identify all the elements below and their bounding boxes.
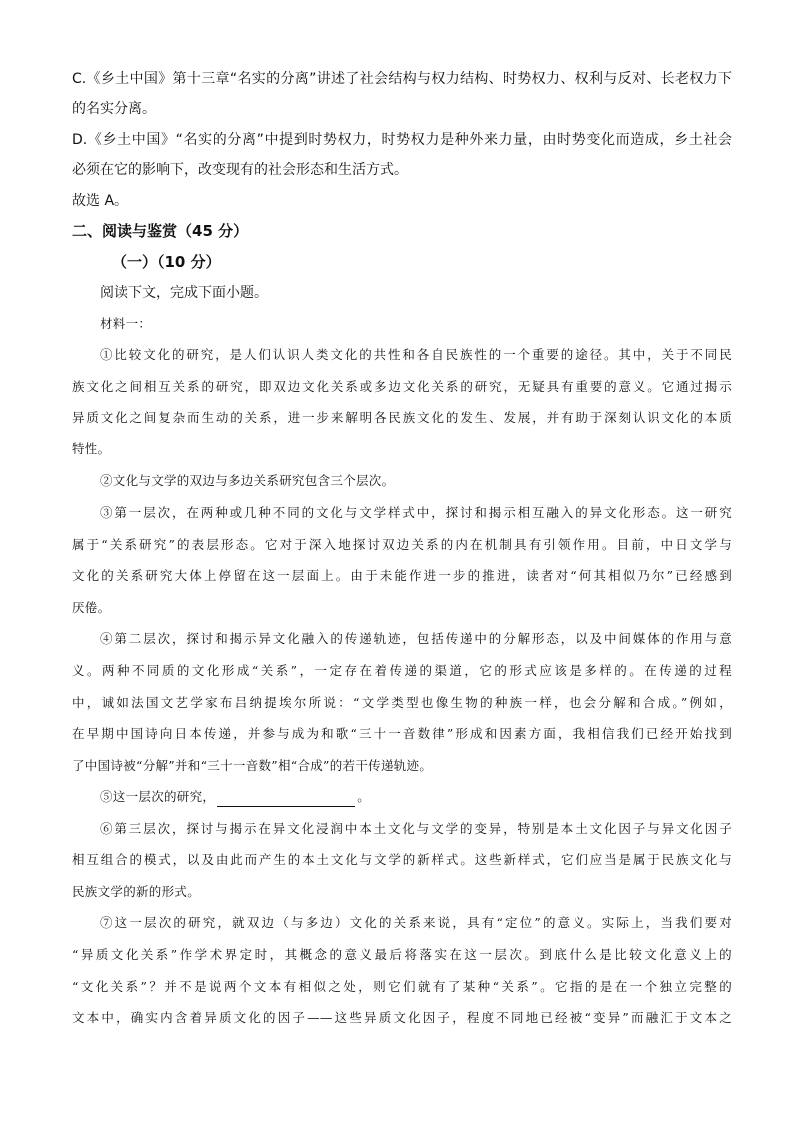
subsection-heading: （一）（10 分） bbox=[112, 253, 221, 271]
paragraph-1-line: 特性。 bbox=[72, 441, 111, 456]
answer-blank[interactable] bbox=[217, 792, 355, 807]
paragraph-3-line: ③第一层次，在两种或几种不同的文化与文学样式中，探讨和揭示相互融入的异文化形态。这一研究 bbox=[100, 505, 732, 520]
paragraph-6-line: 相互组合的模式，以及由此而产生的本土文化与文学的新样式。这些新样式，它们应当是属于民族文化与 bbox=[72, 852, 732, 867]
paragraph-4-line: ④第二层次，探讨和揭示异文化融入的传递轨迹，包括传递中的分解形态，以及中间媒体的作用与意 bbox=[100, 631, 732, 646]
paragraph-4-line: 义。两种不同质的文化形成“关系”，一定存在着传递的渠道，它的形式应该是多样的。在传递的过程 bbox=[72, 663, 732, 678]
option-c-line-1: C.《乡土中国》第十三章“名实的分离”讲述了社会结构与权力结构、时势权力、权利与反对、长老权力下 bbox=[72, 71, 732, 87]
section-heading: 二、阅读与鉴赏（45 分） bbox=[72, 222, 249, 240]
paragraph-7-line: 文本中，确实内含着异质文化的因子——这些异质文化因子，程度不同地已经被“变异”而融汇于文本之 bbox=[72, 1010, 732, 1025]
paragraph-7-line: ⑦这一层次的研究，就双边（与多边）文化的关系来说，具有“定位”的意义。实际上，当我们要对 bbox=[100, 915, 732, 930]
option-d-line-2: 必须在它的影响下，改变现有的社会形态和生活方式。 bbox=[72, 162, 408, 178]
paragraph-5-suffix: 。 bbox=[357, 789, 371, 804]
option-d-line-1: D.《乡土中国》“名实的分离”中提到时势权力，时势权力是种外来力量，由时势变化而造成，乡土社会 bbox=[72, 132, 732, 148]
paragraph-6-line: 民族文学的新的形式。 bbox=[72, 884, 201, 899]
paragraph-1-line: ①比较文化的研究，是人们认识人类文化的共性和各自民族性的一个重要的途径。其中，关于不同民 bbox=[100, 347, 732, 362]
paragraph-3-line: 厌倦。 bbox=[72, 600, 111, 615]
paragraph-4-line: 了中国诗被“分解”并和“三十一音数”相“合成”的若干传递轨迹。 bbox=[72, 758, 433, 773]
paragraph-5-prefix: ⑤这一层次的研究， bbox=[100, 789, 216, 804]
paragraph-4-line: 在早期中国诗向日本传递，并参与成为和歌“三十一音数律”形成和因素方面，我相信我们已经开始找到 bbox=[72, 726, 732, 741]
paragraph-3-line: 文化的关系研究大体上停留在这一层面上。由于未能作进一步的推进，读者对“何其相似乃尔”已经感到 bbox=[72, 568, 732, 583]
instruction-text: 阅读下文，完成下面小题。 bbox=[100, 285, 268, 301]
paragraph-1-line: 族文化之间相互关系的研究，即双边文化关系或多边文化关系的研究，无疑具有重要的意义。它通过揭示 bbox=[72, 379, 732, 394]
paragraph-6-line: ⑥第三层次，探讨与揭示在异文化浸润中本土文化与文学的变异，特别是本土文化因子与异文化因子 bbox=[100, 821, 732, 836]
paragraph-7-line: “异质文化关系”作学术界定时，其概念的意义最后将落实在这一层次。到底什么是比较文化意义上的 bbox=[72, 947, 732, 962]
answer-choice: 故选 A。 bbox=[72, 193, 129, 209]
material-label: 材料一： bbox=[100, 316, 152, 331]
paragraph-3-line: 属于“关系研究”的表层形态。它对于深入地探讨双边关系的内在机制具有引领作用。目前，中日文学与 bbox=[72, 537, 732, 552]
paragraph-2: ②文化与文学的双边与多边关系研究包含三个层次。 bbox=[100, 473, 395, 488]
paragraph-7-line: “文化关系”？并不是说两个文本有相似之处，则它们就有了某种“关系”。它指的是在一个独立完整的 bbox=[72, 979, 732, 994]
paragraph-1-line: 异质文化之间复杂而生动的关系，进一步来解明各民族文化的发生、发展，并有助于深刻认识文化的本质 bbox=[72, 410, 732, 425]
paragraph-5 bbox=[100, 787, 732, 807]
option-c-line-2: 的名实分离。 bbox=[72, 101, 156, 117]
paragraph-4-line: 中，诚如法国文艺学家布吕纳提埃尔所说：“文学类型也像生物的种族一样，也会分解和合成。”例如， bbox=[72, 695, 732, 710]
